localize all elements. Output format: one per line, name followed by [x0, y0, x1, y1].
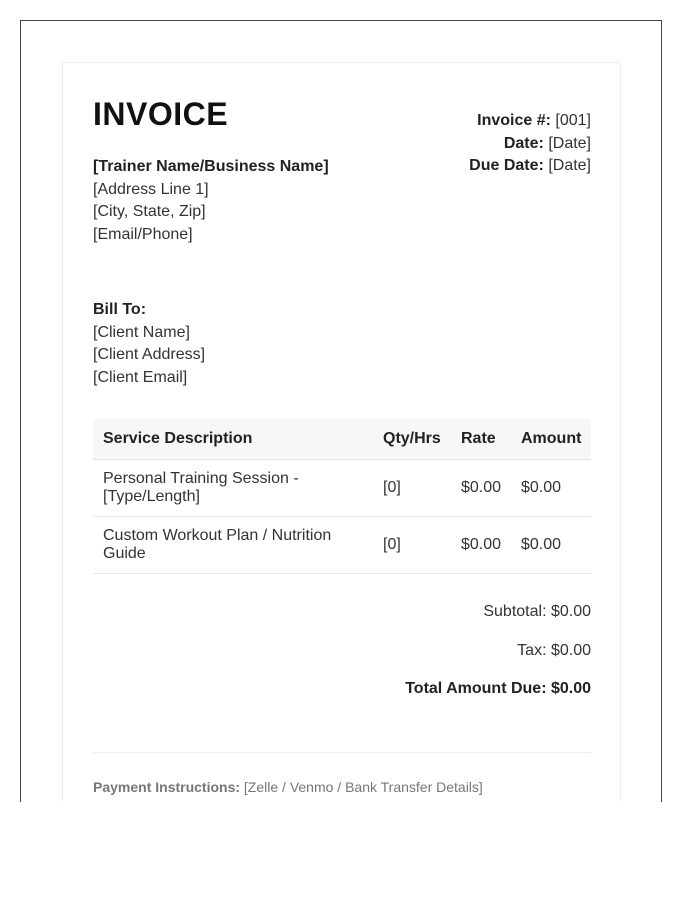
invoice-date-row: [469, 133, 591, 156]
client-name: [Client Name]: [93, 323, 190, 341]
seller-address: [Address Line 1]: [93, 180, 209, 198]
payment-instructions-details: [Zelle / Venmo / Bank Transfer Details]: [243, 779, 483, 795]
payment-instructions-label: Payment Instructions:: [93, 779, 241, 795]
services-table: [93, 419, 591, 574]
due-date-row: [469, 155, 591, 178]
seller-name: [Trainer Name/Business Name]: [93, 158, 329, 175]
document-frame: [20, 20, 662, 802]
client-address: [Client Address]: [93, 346, 206, 363]
header-amount: Amount: [511, 419, 591, 459]
seller-city-state-zip: [City, State, Zip]: [93, 203, 206, 220]
header-qty-hrs: Qty/Hrs: [373, 419, 451, 459]
rate-cell: $0.00: [451, 516, 511, 573]
seller-contact: [Email/Phone]: [93, 225, 193, 243]
header-rate: Rate: [451, 419, 511, 459]
invoice-number-value: [001]: [555, 112, 591, 129]
bill-to-label: Bill To:: [93, 301, 147, 318]
service-description-cell: Custom Workout Plan / Nutrition Guide: [93, 516, 373, 573]
table-header-row: [93, 419, 591, 459]
bill-to-block: [93, 299, 205, 389]
total-amount-due: Total Amount Due: $0.00: [405, 680, 591, 697]
due-date-label: Due Date:: [469, 157, 544, 174]
qty-cell: [0]: [373, 459, 451, 516]
table-row: [93, 459, 591, 516]
amount-cell: $0.00: [511, 459, 591, 516]
header-service-description: Service Description: [93, 419, 373, 459]
service-description-cell: Personal Training Session - [Type/Length]: [93, 459, 373, 516]
client-email: [Client Email]: [93, 368, 188, 386]
invoice-meta: [469, 110, 591, 178]
qty-cell: [0]: [373, 516, 451, 573]
invoice-number-label: Invoice #:: [477, 112, 551, 129]
payment-instructions: [93, 779, 483, 795]
rate-cell: $0.00: [451, 459, 511, 516]
invoice-date-label: Date:: [503, 134, 544, 152]
invoice-sheet: [62, 62, 621, 802]
invoice-date-value: [Date]: [548, 134, 591, 152]
invoice-number-row: [469, 110, 591, 133]
table-row: [93, 516, 591, 573]
invoice-title: INVOICE: [93, 96, 229, 132]
totals-block: [405, 603, 591, 719]
seller-block: [93, 156, 329, 246]
subtotal: Subtotal: $0.00: [483, 603, 591, 620]
tax: Tax: $0.00: [517, 641, 591, 659]
due-date-value: [Date]: [548, 157, 591, 174]
footer-divider: [93, 752, 591, 753]
amount-cell: $0.00: [511, 516, 591, 573]
